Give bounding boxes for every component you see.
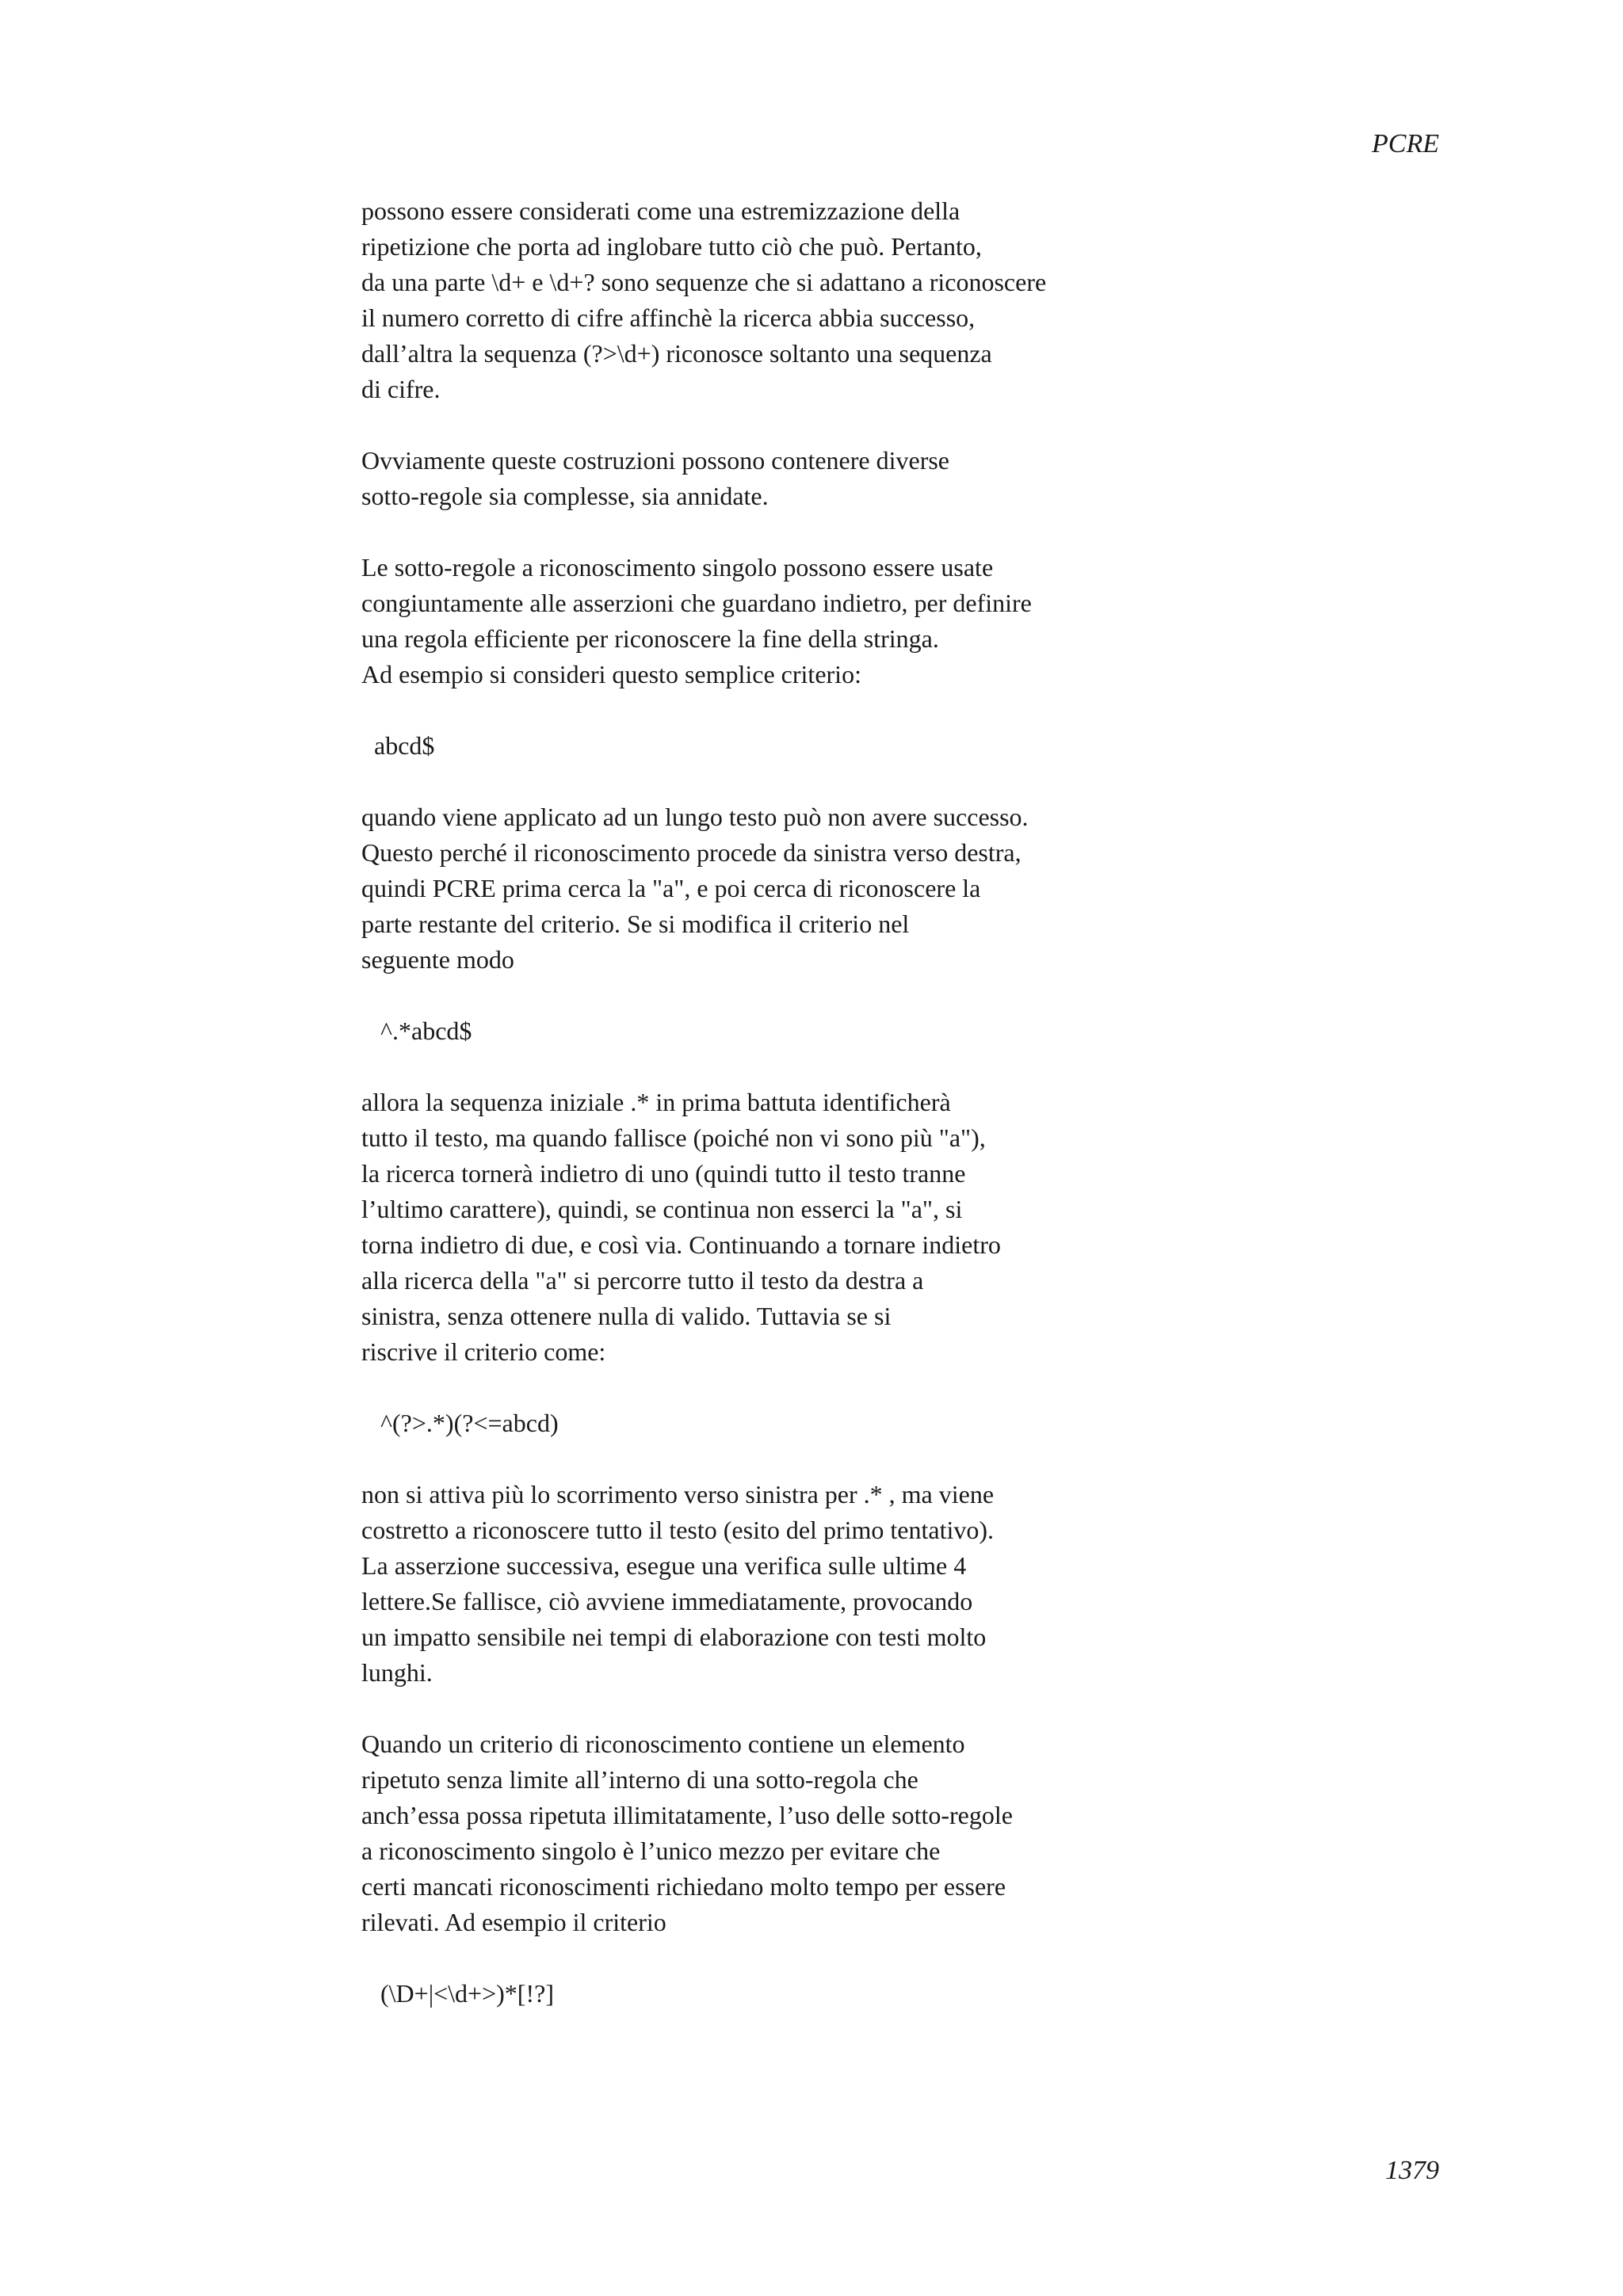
text-line: certi mancati riconoscimenti richiedano molto tempo per essere [361,1872,1006,1901]
text-line: anch’essa possa ripetuta illimitatamente, l’uso delle sotto-regole [361,1801,1013,1829]
text-line: da una parte \d+ e \d+? sono sequenze che si adattano a riconoscere [361,268,1047,296]
paragraph-gap [361,692,1312,728]
text-line: quindi PCRE prima cerca la "a", e poi cerca di riconoscere la [361,874,981,902]
page-number: 1379 [1385,2156,1439,2185]
text-line: lettere.Se fallisce, ciò avviene immediatamente, provocando [361,1587,973,1615]
text-line: sotto-regole sia complesse, sia annidate. [361,482,769,510]
text-line: lunghi. [361,1658,433,1687]
text-line: Le sotto-regole a riconoscimento singolo possono essere usate [361,553,994,582]
text-line: a riconoscimento singolo è l’unico mezzo per evitare che [361,1836,941,1865]
text-line: rilevati. Ad esempio il criterio [361,1908,666,1936]
text-line: dall’altra la sequenza (?>\d+) riconosce soltanto una sequenza [361,339,992,368]
text-line: seguente modo [361,945,514,974]
text-line: la ricerca tornerà indietro di uno (quindi tutto il testo tranne [361,1159,966,1188]
paragraph-gap [361,1691,1312,1726]
code-example: ^.*abcd$ [374,1016,472,1045]
text-line: costretto a riconoscere tutto il testo (esito del primo tentativo). [361,1516,994,1544]
text-line: il numero corretto di cifre affinchè la ricerca abbia successo, [361,303,976,332]
text-line: tutto il testo, ma quando fallisce (poiché non vi sono più "a"), [361,1123,986,1152]
paragraph-gap [361,1049,1312,1085]
paragraph-gap [361,764,1312,799]
text-line: un impatto sensibile nei tempi di elaborazione con testi molto [361,1623,987,1651]
text-line: congiuntamente alle asserzioni che guardano indietro, per definire [361,589,1032,617]
paragraph-gap [361,1940,1312,1976]
text-line: possono essere considerati come una estremizzazione della [361,196,960,225]
paragraph-gap [361,407,1312,443]
text-line: La asserzione successiva, esegue una verifica sulle ultime 4 [361,1551,967,1580]
code-example: (\D+|<\d+>)*[!?] [374,1979,554,2008]
text-line: alla ricerca della "a" si percorre tutto il testo da destra a [361,1266,924,1295]
paragraph-gap [361,1370,1312,1405]
text-line: Ovviamente queste costruzioni possono contenere diverse [361,446,949,475]
text-line: Quando un criterio di riconoscimento contiene un elemento [361,1730,965,1758]
text-line: parte restante del criterio. Se si modifica il criterio nel [361,910,910,938]
body-text [361,193,1312,2012]
text-line: sinistra, senza ottenere nulla di valido. Tuttavia se si [361,1302,892,1330]
text-line: Questo perché il riconoscimento procede da sinistra verso destra, [361,838,1022,867]
text-line: non si attiva più lo scorrimento verso sinistra per .* , ma viene [361,1480,995,1508]
text-line: Ad esempio si consideri questo semplice criterio: [361,660,861,688]
text-line: allora la sequenza iniziale .* in prima battuta identificherà [361,1088,951,1116]
paragraph-gap [361,978,1312,1013]
code-example: ^(?>.*)(?<=abcd) [374,1409,559,1437]
code-example: abcd$ [374,731,435,760]
text-line: l’ultimo carattere), quindi, se continua non esserci la "a", si [361,1195,963,1223]
text-line: torna indietro di due, e così via. Continuando a tornare indietro [361,1230,1001,1259]
text-line: ripetuto senza limite all’interno di una sotto-regola che [361,1765,918,1794]
text-line: una regola efficiente per riconoscere la fine della stringa. [361,624,939,653]
paragraph-gap [361,514,1312,550]
running-header: PCRE [1372,129,1439,158]
paragraph-gap [361,1441,1312,1477]
text-line: quando viene applicato ad un lungo testo può non avere successo. [361,803,1029,831]
text-line: riscrive il criterio come: [361,1337,606,1366]
text-line: di cifre. [361,375,441,403]
text-line: ripetizione che porta ad inglobare tutto ciò che può. Pertanto, [361,232,982,261]
